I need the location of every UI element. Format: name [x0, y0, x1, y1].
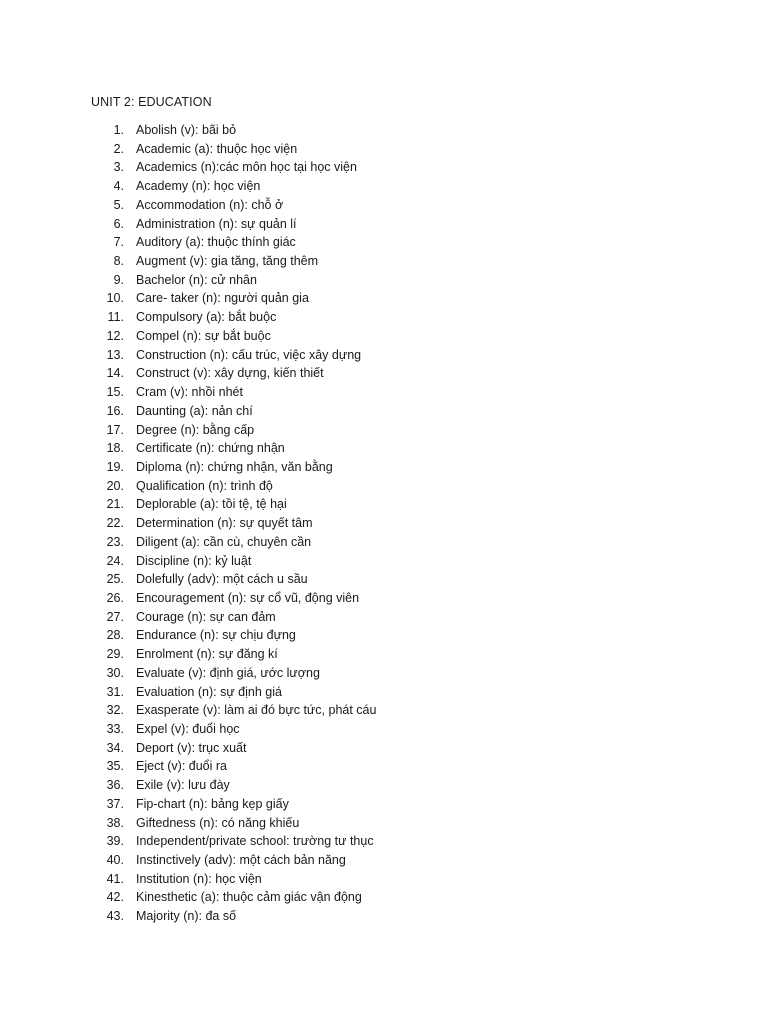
- list-item-number: 21.: [106, 497, 124, 512]
- list-item-text: Compulsory (a): bắt buộc: [136, 310, 277, 325]
- list-item-number: 23.: [106, 534, 124, 549]
- list-item-number: 19.: [106, 459, 124, 474]
- list-item-number: 34.: [106, 740, 124, 755]
- list-item-number: 41.: [106, 871, 124, 886]
- list-item-text: Bachelor (n): cử nhân: [136, 272, 257, 287]
- list-item-number: 36.: [106, 778, 124, 793]
- list-item-number: 8.: [113, 254, 124, 269]
- list-item-text: Diligent (a): cần cù, chuyên cần: [136, 534, 312, 549]
- list-item-number: 13.: [106, 347, 124, 362]
- list-item-text: Abolish (v): bãi bỏ: [136, 123, 237, 137]
- list-item-text: Accommodation (n): chỗ ở: [136, 197, 284, 212]
- list-item-text: Courage (n): sự can đảm: [136, 609, 276, 624]
- list-item-number: 33.: [106, 722, 124, 736]
- list-item-text: Majority (n): đa số: [136, 909, 237, 924]
- list-item-number: 20.: [106, 478, 124, 493]
- list-item-text: Kinesthetic (a): thuộc cảm giác vận động: [136, 890, 362, 905]
- list-item-number: 2.: [113, 141, 124, 156]
- list-item-number: 24.: [106, 553, 124, 568]
- list-item-number: 35.: [106, 759, 124, 774]
- list-item-text: Endurance (n): sự chịu đựng: [136, 628, 296, 643]
- list-item-number: 1.: [113, 123, 124, 137]
- list-item-number: 11.: [107, 310, 124, 325]
- list-item-text: Deport (v): trục xuất: [136, 740, 247, 755]
- list-item-number: 18.: [106, 441, 124, 456]
- list-item-number: 38.: [106, 815, 124, 830]
- list-item-text: Care- taker (n): người quản gia: [136, 291, 309, 306]
- list-item-number: 10.: [106, 291, 124, 306]
- list-item-text: Degree (n): bằng cấp: [136, 422, 255, 437]
- list-item-text: Augment (v): gia tăng, tăng thêm: [136, 254, 319, 269]
- list-item-text: Certificate (n): chứng nhận: [136, 441, 285, 456]
- list-item-text: Academic (a): thuộc học viện: [136, 141, 298, 156]
- list-item-text: Independent/private school: trường tư thục: [136, 834, 374, 849]
- list-item-text: Institution (n): học viện: [136, 871, 262, 886]
- list-item-text: Enrolment (n): sự đăng kí: [136, 647, 278, 662]
- list-item-text: Dolefully (adv): một cách u sầu: [136, 572, 308, 587]
- list-item-text: Encouragement (n): sự cổ vũ, động viên: [136, 590, 360, 605]
- list-item-text: Diploma (n): chứng nhận, văn bằng: [136, 459, 333, 474]
- list-item-text: Construct (v): xây dựng, kiến thiết: [136, 366, 324, 381]
- list-item-text: Construction (n): cấu trúc, việc xây dựng: [136, 347, 362, 362]
- list-item-number: 7.: [113, 235, 124, 250]
- list-item-number: 31.: [106, 684, 124, 699]
- list-item-text: Determination (n): sự quyết tâm: [136, 516, 313, 531]
- list-item-number: 6.: [113, 216, 124, 231]
- list-item-number: 43.: [106, 909, 124, 924]
- list-item-text: Eject (v): đuổi ra: [136, 759, 228, 774]
- list-item-text: Exile (v): lưu đày: [136, 778, 230, 793]
- list-item-number: 17.: [106, 422, 124, 437]
- list-item-text: Qualification (n): trình độ: [136, 478, 273, 493]
- list-item-text: Compel (n): sự bắt buộc: [136, 328, 271, 343]
- list-item-text: Administration (n): sự quản lí: [136, 216, 297, 231]
- list-item-text: Giftedness (n): có năng khiếu: [136, 815, 300, 830]
- list-item-text: Daunting (a): nản chí: [136, 403, 253, 418]
- document-title: UNIT 2: EDUCATION: [91, 95, 212, 109]
- list-item-number: 15.: [106, 385, 124, 400]
- list-item-number: 32.: [106, 703, 124, 718]
- list-item-number: 42.: [106, 890, 124, 905]
- list-item-number: 26.: [106, 590, 124, 605]
- list-item-number: 39.: [106, 834, 124, 849]
- list-item-number: 14.: [106, 366, 124, 381]
- list-item-number: 4.: [113, 179, 124, 194]
- list-item-text: Instinctively (adv): một cách bản năng: [136, 853, 346, 868]
- list-item-text: Exasperate (v): làm ai đó bực tức, phát cáu: [136, 703, 377, 718]
- list-item-number: 16.: [106, 403, 124, 418]
- list-item-number: 12.: [106, 328, 124, 343]
- list-item-text: Deplorable (a): tồi tệ, tệ hại: [136, 497, 287, 512]
- list-item-text: Fip-chart (n): bảng kẹp giấy: [136, 796, 289, 811]
- list-item-text: Discipline (n): kỷ luật: [136, 553, 252, 568]
- list-item-text: Evaluation (n): sự định giá: [136, 684, 282, 699]
- list-item-text: Academy (n): học viện: [136, 179, 261, 194]
- list-item-number: 27.: [106, 609, 124, 624]
- list-item-number: 9.: [113, 272, 124, 287]
- list-item-number: 28.: [106, 628, 124, 643]
- list-item-text: Cram (v): nhồi nhét: [136, 385, 243, 400]
- list-item-text: Expel (v): đuổi học: [136, 722, 240, 736]
- list-item-text: Auditory (a): thuộc thính giác: [136, 235, 296, 250]
- list-item-number: 29.: [106, 647, 124, 662]
- list-item-number: 22.: [106, 516, 124, 531]
- list-item-number: 30.: [106, 665, 124, 680]
- list-item-number: 40.: [106, 853, 124, 868]
- list-item-number: 25.: [106, 572, 124, 587]
- list-item-number: 37.: [106, 796, 124, 811]
- list-item-number: 5.: [113, 197, 124, 212]
- list-item-text: Academics (n):các môn học tại học viện: [136, 160, 357, 175]
- list-item-text: Evaluate (v): định giá, ước lượng: [136, 665, 320, 680]
- list-item-number: 3.: [113, 160, 124, 175]
